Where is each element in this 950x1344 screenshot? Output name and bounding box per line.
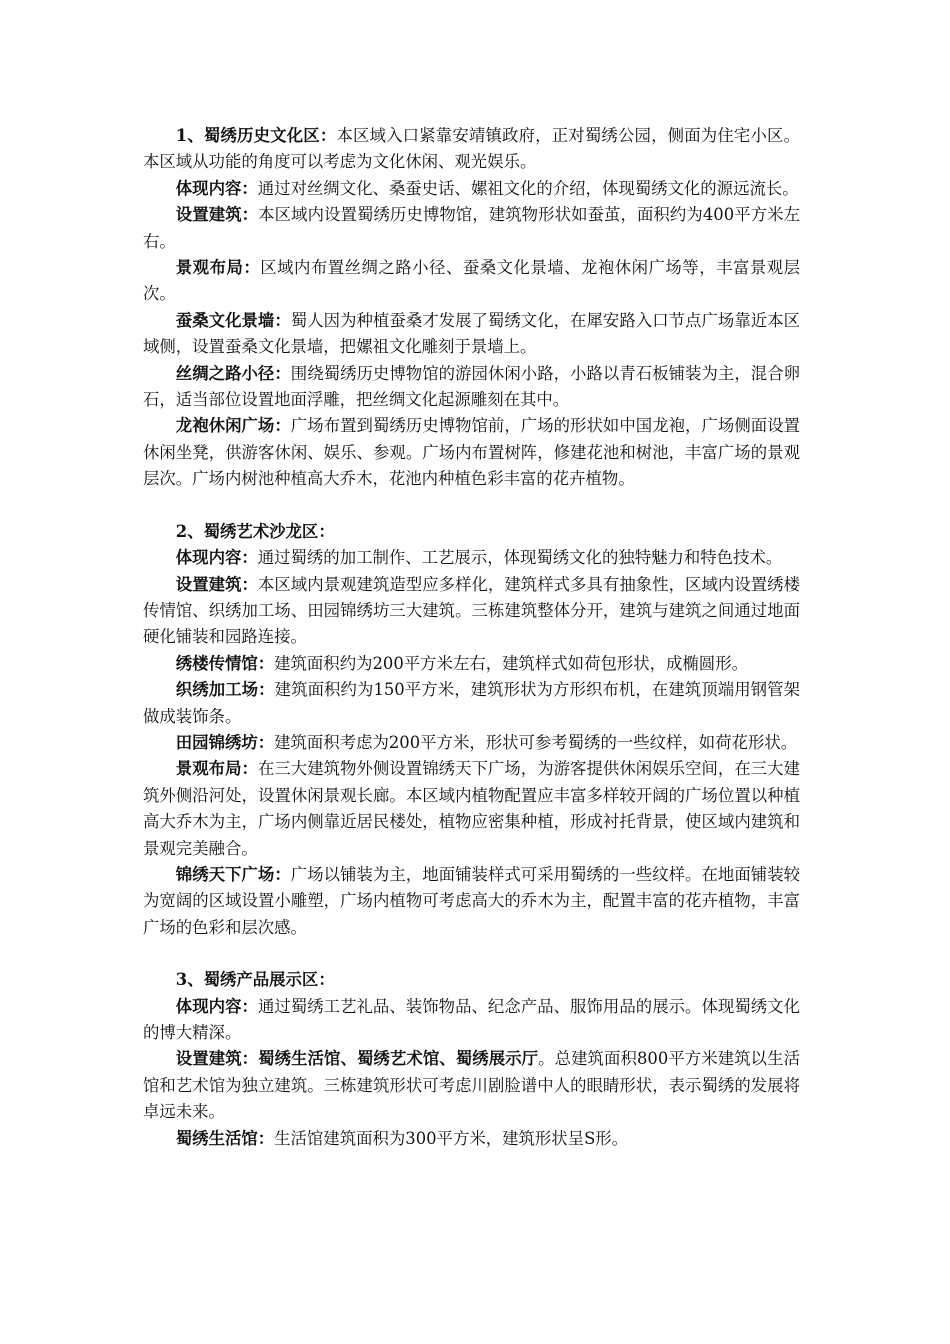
paragraph-text: 区域内布置丝绸之路小径、蚕桑文化景墙、龙袍休闲广场等，丰富景观层次。 bbox=[143, 258, 801, 304]
paragraph bbox=[143, 255, 800, 308]
section-heading bbox=[143, 519, 800, 545]
paragraph-heading: 1、蜀绣历史文化区： bbox=[175, 126, 337, 145]
paragraph-text: 。总建筑面积800平方米建筑以生活馆和艺术馆为独立建筑。三栋建筑形状可考虑川剧脸谱中人的眼睛形状，表示蜀绣的发展将卓远未来。 bbox=[143, 1049, 800, 1122]
paragraph-heading: 蜀绣生活馆： bbox=[175, 1128, 275, 1148]
paragraph-heading: 景观布局： bbox=[175, 759, 258, 779]
paragraph-text: 生活馆建筑面积为300平方米，建筑形状呈S形。 bbox=[274, 1128, 629, 1148]
paragraph bbox=[143, 572, 800, 651]
paragraph bbox=[143, 756, 800, 862]
paragraph-text: 蜀人因为种植蚕桑才发展了蜀绣文化，在犀安路入口节点广场靠近本区域侧，设置蚕桑文化景墙，把嫘祖文化雕刻于景墙上。 bbox=[143, 310, 801, 357]
paragraph-heading: 体现内容： bbox=[175, 996, 258, 1016]
paragraph-text: 建筑面积考虑为200平方米，形状可参考蜀绣的一些纹样，如荷花形状。 bbox=[274, 732, 798, 752]
paragraph bbox=[143, 176, 800, 202]
section-spacer bbox=[143, 493, 800, 519]
paragraph bbox=[143, 123, 800, 176]
paragraph bbox=[143, 202, 800, 255]
paragraph-text: 在三大建筑物外侧设置锦绣天下广场，为游客提供休闲娱乐空间，在三大建筑外侧沿河处，设置休闲景观长廊。本区域内植物配置应丰富多样较开阔的广场位置以种植高大乔木为主，广场内侧靠近居民楼处，植物应密集种植，形成衬托背景，使区域内建筑和景观完美融合。 bbox=[143, 759, 801, 858]
paragraph-heading: 蚕桑文化景墙： bbox=[175, 310, 291, 330]
paragraph-text: 广场以铺装为主，地面铺装样式可采用蜀绣的一些纹样。在地面铺装较为宽阔的区域设置小雕塑，广场内植物可考虑高大的乔木为主，配置丰富的花卉植物，丰富广场的色彩和层次感。 bbox=[143, 864, 801, 937]
paragraph-text: 本区域入口紧靠安靖镇政府，正对蜀绣公园，侧面为住宅小区。本区域从功能的角度可以考虑为文化休闲、观光娱乐。 bbox=[143, 126, 801, 172]
paragraph-heading: 绣楼传情馆： bbox=[175, 653, 275, 673]
paragraph-text: 本区域内设置蜀绣历史博物馆，建筑物形状如蚕茧，面积约为400平方米左右。 bbox=[143, 205, 800, 251]
paragraph-text: 本区域内景观建筑造型应多样化，建筑样式多具有抽象性，区域内设置绣楼传情馆、织绣加工场、田园锦绣坊三大建筑。三栋建筑整体分开，建筑与建筑之间通过地面硬化铺装和园路连接。 bbox=[143, 574, 801, 647]
paragraph bbox=[143, 862, 800, 941]
paragraph-heading: 织绣加工场： bbox=[175, 680, 275, 700]
paragraph-heading: 体现内容： bbox=[175, 548, 258, 568]
paragraph-text: 建筑面积约为150平方米，建筑形状为方形织布机，在建筑顶端用钢管架做成装饰条。 bbox=[143, 680, 800, 726]
paragraph-heading: 设置建筑： bbox=[175, 574, 258, 594]
paragraph-heading: 设置建筑： bbox=[175, 205, 259, 225]
paragraph-heading: 2、蜀绣艺术沙龙区： bbox=[175, 521, 335, 541]
paragraph-heading: 3、蜀绣产品展示区： bbox=[175, 970, 335, 990]
section-heading bbox=[143, 967, 800, 993]
paragraph-heading: 龙袍休闲广场： bbox=[175, 416, 291, 436]
paragraph bbox=[143, 308, 800, 361]
paragraph-text: 通过蜀绣的加工制作、工艺展示，体现蜀绣文化的独特魅力和特色技术。 bbox=[257, 548, 783, 568]
paragraph-heading: 锦绣天下广场： bbox=[175, 864, 291, 884]
paragraph-text: 围绕蜀绣历史博物馆的游园休闲小路，小路以青石板铺装为主，混合卵石，适当部位设置地面浮雕，把丝绸文化起源雕刻在其中。 bbox=[143, 363, 801, 410]
paragraph bbox=[143, 651, 800, 677]
paragraph-heading: 丝绸之路小径： bbox=[175, 363, 291, 383]
paragraph bbox=[143, 413, 800, 492]
paragraph bbox=[143, 1046, 800, 1125]
paragraph-text: 建筑面积约为200平方米左右，建筑样式如荷包形状，成椭圆形。 bbox=[274, 653, 748, 673]
paragraph bbox=[143, 677, 800, 730]
paragraph-heading: 体现内容： bbox=[175, 178, 258, 198]
paragraph-text: 广场布置到蜀绣历史博物馆前，广场的形状如中国龙袍，广场侧面设置休闲坐凳，供游客休闲、娱乐、参观。广场内布置树阵，修建花池和树池，丰富广场的景观层次。广场内树池种植高大乔木，花池内种植色彩丰富的花卉植物。 bbox=[143, 416, 801, 489]
paragraph-heading: 田园锦绣坊： bbox=[175, 732, 275, 752]
paragraph-text: 通过蜀绣工艺礼品、装饰物品、纪念产品、服饰用品的展示。体现蜀绣文化的博大精深。 bbox=[143, 996, 801, 1042]
paragraph bbox=[143, 994, 800, 1047]
paragraph-text: 通过对丝绸文化、桑蚕史话、嫘祖文化的介绍，体现蜀绣文化的源远流长。 bbox=[257, 178, 799, 198]
paragraph bbox=[143, 361, 800, 414]
paragraph bbox=[143, 730, 800, 756]
paragraph-heading: 设置建筑：蜀绣生活馆、蜀绣艺术馆、蜀绣展示厅 bbox=[175, 1049, 539, 1069]
document-body bbox=[143, 123, 800, 1152]
paragraph-heading: 景观布局： bbox=[175, 258, 261, 278]
paragraph bbox=[143, 545, 800, 571]
paragraph bbox=[143, 1126, 800, 1152]
section-spacer bbox=[143, 941, 800, 967]
